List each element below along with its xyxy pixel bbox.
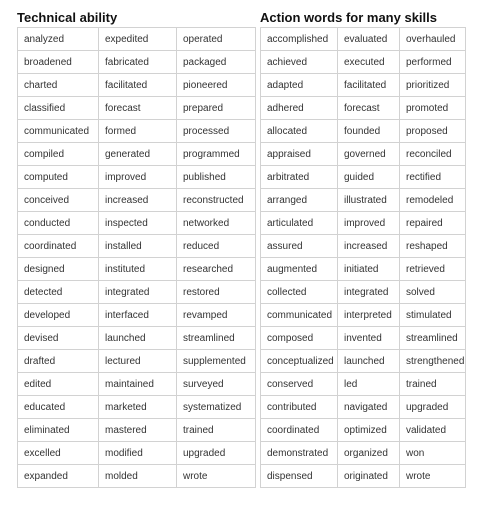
word-cell: dispensed xyxy=(261,465,338,488)
word-cell: expedited xyxy=(99,28,177,51)
word-cell: improved xyxy=(99,166,177,189)
table-row xyxy=(261,258,466,281)
word-cell: upgraded xyxy=(177,442,256,465)
word-cell: initiated xyxy=(338,258,400,281)
table-row xyxy=(18,235,256,258)
table-row xyxy=(261,327,466,350)
word-cell: upgraded xyxy=(400,396,466,419)
word-cell: arranged xyxy=(261,189,338,212)
word-cell: generated xyxy=(99,143,177,166)
word-cell: facilitated xyxy=(338,74,400,97)
word-cell: founded xyxy=(338,120,400,143)
word-cell: maintained xyxy=(99,373,177,396)
word-cell: compiled xyxy=(18,143,99,166)
word-cell: launched xyxy=(338,350,400,373)
word-cell: assured xyxy=(261,235,338,258)
word-cell: articulated xyxy=(261,212,338,235)
word-cell: devised xyxy=(18,327,99,350)
table-row xyxy=(261,120,466,143)
word-cell: evaluated xyxy=(338,28,400,51)
word-cell: published xyxy=(177,166,256,189)
word-cell: prepared xyxy=(177,97,256,120)
word-cell: trained xyxy=(177,419,256,442)
word-cell: designed xyxy=(18,258,99,281)
table-row xyxy=(18,258,256,281)
word-cell: appraised xyxy=(261,143,338,166)
table-row xyxy=(261,350,466,373)
table-row xyxy=(261,442,466,465)
table-row xyxy=(18,419,256,442)
word-cell: composed xyxy=(261,327,338,350)
word-cell: demonstrated xyxy=(261,442,338,465)
word-cell: rectified xyxy=(400,166,466,189)
word-cell: adapted xyxy=(261,74,338,97)
word-cell: marketed xyxy=(99,396,177,419)
word-cell: governed xyxy=(338,143,400,166)
action-words-table xyxy=(260,27,466,488)
table-row xyxy=(261,373,466,396)
word-cell: trained xyxy=(400,373,466,396)
table-row xyxy=(261,235,466,258)
word-cell: performed xyxy=(400,51,466,74)
word-cell: formed xyxy=(99,120,177,143)
table-row xyxy=(261,74,466,97)
word-cell: interpreted xyxy=(338,304,400,327)
action-words-panel xyxy=(260,8,466,488)
technical-ability-panel xyxy=(17,8,256,488)
technical-ability-title: Technical ability xyxy=(17,10,118,25)
table-row xyxy=(261,189,466,212)
word-cell: wrote xyxy=(177,465,256,488)
word-cell: revamped xyxy=(177,304,256,327)
word-cell: programmed xyxy=(177,143,256,166)
word-cell: contributed xyxy=(261,396,338,419)
word-cell: reconciled xyxy=(400,143,466,166)
word-cell: repaired xyxy=(400,212,466,235)
table-row xyxy=(18,281,256,304)
word-cell: reshaped xyxy=(400,235,466,258)
word-cell: broadened xyxy=(18,51,99,74)
word-cell: conducted xyxy=(18,212,99,235)
word-cell: conceptualized xyxy=(261,350,338,373)
word-cell: strengthened xyxy=(400,350,466,373)
word-cell: solved xyxy=(400,281,466,304)
table-row xyxy=(261,97,466,120)
table-row xyxy=(18,396,256,419)
word-cell: educated xyxy=(18,396,99,419)
word-cell: reconstructed xyxy=(177,189,256,212)
table-row xyxy=(18,373,256,396)
word-cell: adhered xyxy=(261,97,338,120)
word-cell: coordinated xyxy=(261,419,338,442)
word-cell: led xyxy=(338,373,400,396)
word-cell: prioritized xyxy=(400,74,466,97)
word-cell: pioneered xyxy=(177,74,256,97)
word-cell: remodeled xyxy=(400,189,466,212)
word-cell: coordinated xyxy=(18,235,99,258)
word-cell: overhauled xyxy=(400,28,466,51)
word-cell: augmented xyxy=(261,258,338,281)
table-row xyxy=(18,28,256,51)
word-cell: achieved xyxy=(261,51,338,74)
technical-ability-table xyxy=(17,27,256,488)
word-cell: modified xyxy=(99,442,177,465)
word-cell: supplemented xyxy=(177,350,256,373)
word-cell: facilitated xyxy=(99,74,177,97)
word-cell: reduced xyxy=(177,235,256,258)
word-cell: arbitrated xyxy=(261,166,338,189)
word-cell: forecast xyxy=(338,97,400,120)
word-cell: increased xyxy=(338,235,400,258)
word-cell: developed xyxy=(18,304,99,327)
word-cell: proposed xyxy=(400,120,466,143)
table-row xyxy=(18,51,256,74)
word-cell: installed xyxy=(99,235,177,258)
word-cell: streamlined xyxy=(400,327,466,350)
word-cell: interfaced xyxy=(99,304,177,327)
word-cell: launched xyxy=(99,327,177,350)
word-cell: charted xyxy=(18,74,99,97)
word-cell: packaged xyxy=(177,51,256,74)
word-cell: molded xyxy=(99,465,177,488)
table-row xyxy=(18,350,256,373)
word-cell: integrated xyxy=(338,281,400,304)
table-row xyxy=(18,327,256,350)
word-cell: communicated xyxy=(18,120,99,143)
word-cell: collected xyxy=(261,281,338,304)
word-cell: accomplished xyxy=(261,28,338,51)
table-row xyxy=(18,189,256,212)
word-cell: forecast xyxy=(99,97,177,120)
word-cell: computed xyxy=(18,166,99,189)
word-cell: processed xyxy=(177,120,256,143)
table-row xyxy=(18,143,256,166)
word-cell: guided xyxy=(338,166,400,189)
word-cell: analyzed xyxy=(18,28,99,51)
table-row xyxy=(18,166,256,189)
word-cell: organized xyxy=(338,442,400,465)
table-row xyxy=(18,120,256,143)
word-cell: instituted xyxy=(99,258,177,281)
word-cell: drafted xyxy=(18,350,99,373)
word-cell: originated xyxy=(338,465,400,488)
word-cell: won xyxy=(400,442,466,465)
word-cell: allocated xyxy=(261,120,338,143)
table-row xyxy=(261,304,466,327)
table-row xyxy=(261,396,466,419)
word-cell: conceived xyxy=(18,189,99,212)
word-cell: promoted xyxy=(400,97,466,120)
word-cell: networked xyxy=(177,212,256,235)
word-cell: surveyed xyxy=(177,373,256,396)
word-cell: invented xyxy=(338,327,400,350)
word-cell: fabricated xyxy=(99,51,177,74)
word-cell: expanded xyxy=(18,465,99,488)
word-cell: illustrated xyxy=(338,189,400,212)
word-cell: wrote xyxy=(400,465,466,488)
word-cell: restored xyxy=(177,281,256,304)
word-cell: stimulated xyxy=(400,304,466,327)
table-row xyxy=(18,74,256,97)
word-cell: detected xyxy=(18,281,99,304)
word-cell: integrated xyxy=(99,281,177,304)
table-row xyxy=(261,419,466,442)
word-cell: eliminated xyxy=(18,419,99,442)
word-cell: operated xyxy=(177,28,256,51)
table-row xyxy=(261,166,466,189)
word-cell: improved xyxy=(338,212,400,235)
table-row xyxy=(261,281,466,304)
word-cell: retrieved xyxy=(400,258,466,281)
word-cell: mastered xyxy=(99,419,177,442)
word-cell: executed xyxy=(338,51,400,74)
word-cell: streamlined xyxy=(177,327,256,350)
word-cell: optimized xyxy=(338,419,400,442)
word-cell: navigated xyxy=(338,396,400,419)
table-row xyxy=(18,465,256,488)
table-row xyxy=(18,97,256,120)
word-cell: communicated xyxy=(261,304,338,327)
table-row xyxy=(261,143,466,166)
table-row xyxy=(261,465,466,488)
table-row xyxy=(18,304,256,327)
word-cell: classified xyxy=(18,97,99,120)
word-cell: systematized xyxy=(177,396,256,419)
table-row xyxy=(261,51,466,74)
table-row xyxy=(18,212,256,235)
word-cell: excelled xyxy=(18,442,99,465)
word-cell: conserved xyxy=(261,373,338,396)
word-cell: edited xyxy=(18,373,99,396)
table-row xyxy=(261,212,466,235)
word-cell: lectured xyxy=(99,350,177,373)
word-cell: increased xyxy=(99,189,177,212)
word-cell: researched xyxy=(177,258,256,281)
word-cell: inspected xyxy=(99,212,177,235)
action-words-title: Action words for many skills xyxy=(260,10,437,25)
table-row xyxy=(261,28,466,51)
table-row xyxy=(18,442,256,465)
word-cell: validated xyxy=(400,419,466,442)
